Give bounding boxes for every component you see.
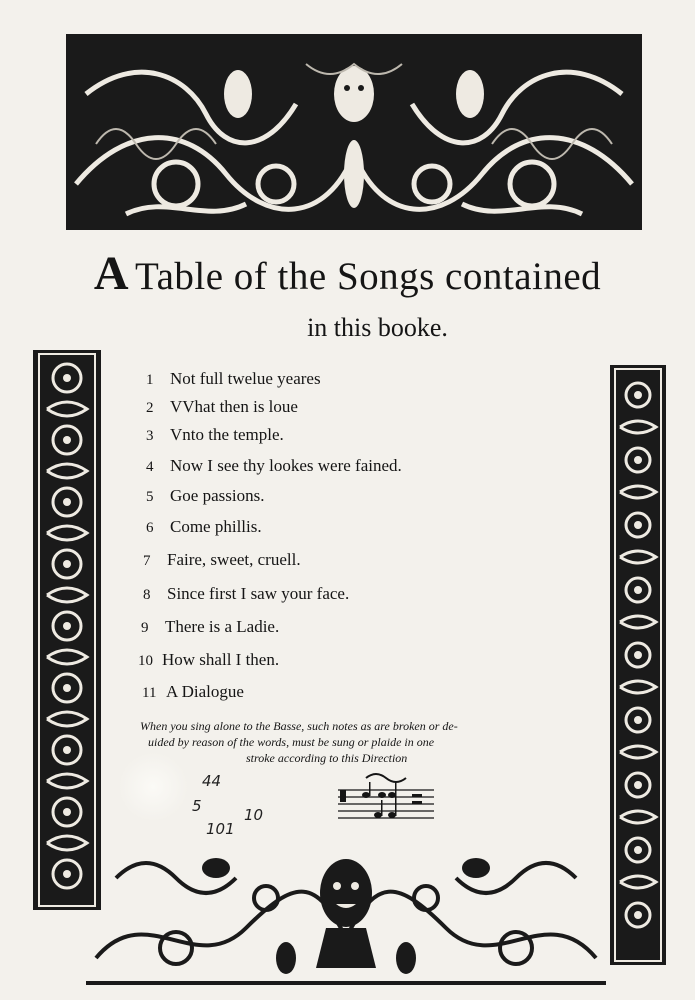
- right-border-ornament: [610, 365, 666, 965]
- song-number: 8: [143, 587, 151, 603]
- list-item: [142, 682, 244, 702]
- song-number: 6: [146, 520, 154, 536]
- song-title: Goe passions.: [170, 486, 265, 505]
- paper-stain: [118, 752, 188, 822]
- note-line: stroke according to this Direction: [246, 751, 408, 765]
- music-direction-figure: [336, 770, 436, 828]
- handwritten-number: 5: [192, 797, 202, 815]
- song-title: Since first I saw your face.: [167, 584, 350, 603]
- handwritten-number: 10: [244, 806, 264, 824]
- handwritten-number: 101: [206, 820, 235, 838]
- performance-note: [140, 718, 560, 766]
- song-title: A Dialogue: [166, 682, 244, 701]
- handwritten-number: 44: [202, 772, 222, 790]
- list-item: [146, 486, 264, 506]
- list-item: [146, 517, 262, 537]
- song-number: 1: [146, 372, 154, 388]
- song-title: VVhat then is loue: [170, 397, 298, 416]
- song-number: 4: [146, 459, 154, 475]
- note-line: uided by reason of the words, must be sung or plaide in one: [148, 735, 435, 749]
- song-number: 2: [146, 400, 154, 416]
- song-number: 10: [138, 653, 153, 669]
- song-number: 11: [142, 685, 157, 701]
- note-line: When you sing alone to the Basse, such notes as are broken or de-: [140, 719, 458, 733]
- list-item: [143, 584, 349, 604]
- page-subtitle: in this booke.: [307, 313, 448, 342]
- list-item: [146, 369, 321, 389]
- song-number: 9: [141, 620, 149, 636]
- song-title: Come phillis.: [170, 517, 262, 536]
- song-title: There is a Ladie.: [165, 617, 280, 636]
- song-number: 5: [146, 489, 154, 505]
- title-initial: A: [93, 247, 129, 300]
- song-title: Now I see thy lookes were fained.: [170, 456, 402, 475]
- list-item: [146, 456, 402, 476]
- list-item: [143, 550, 301, 570]
- song-number: 7: [143, 553, 151, 569]
- page-title: [0, 247, 695, 300]
- song-title: How shall I then.: [162, 650, 280, 669]
- list-item: [141, 617, 279, 637]
- bottom-ornament: [86, 838, 606, 988]
- song-title: Faire, sweet, cruell.: [167, 550, 301, 569]
- list-item: [146, 425, 284, 445]
- left-border-ornament: [33, 350, 101, 910]
- list-item: [146, 397, 298, 417]
- song-title: Vnto the temple.: [170, 425, 284, 444]
- song-number: 3: [146, 428, 154, 444]
- song-title: Not full twelue yeares: [170, 369, 321, 388]
- top-ornament: [66, 34, 642, 230]
- title-text: Table of the Songs contained: [135, 255, 602, 298]
- list-item: [138, 650, 279, 670]
